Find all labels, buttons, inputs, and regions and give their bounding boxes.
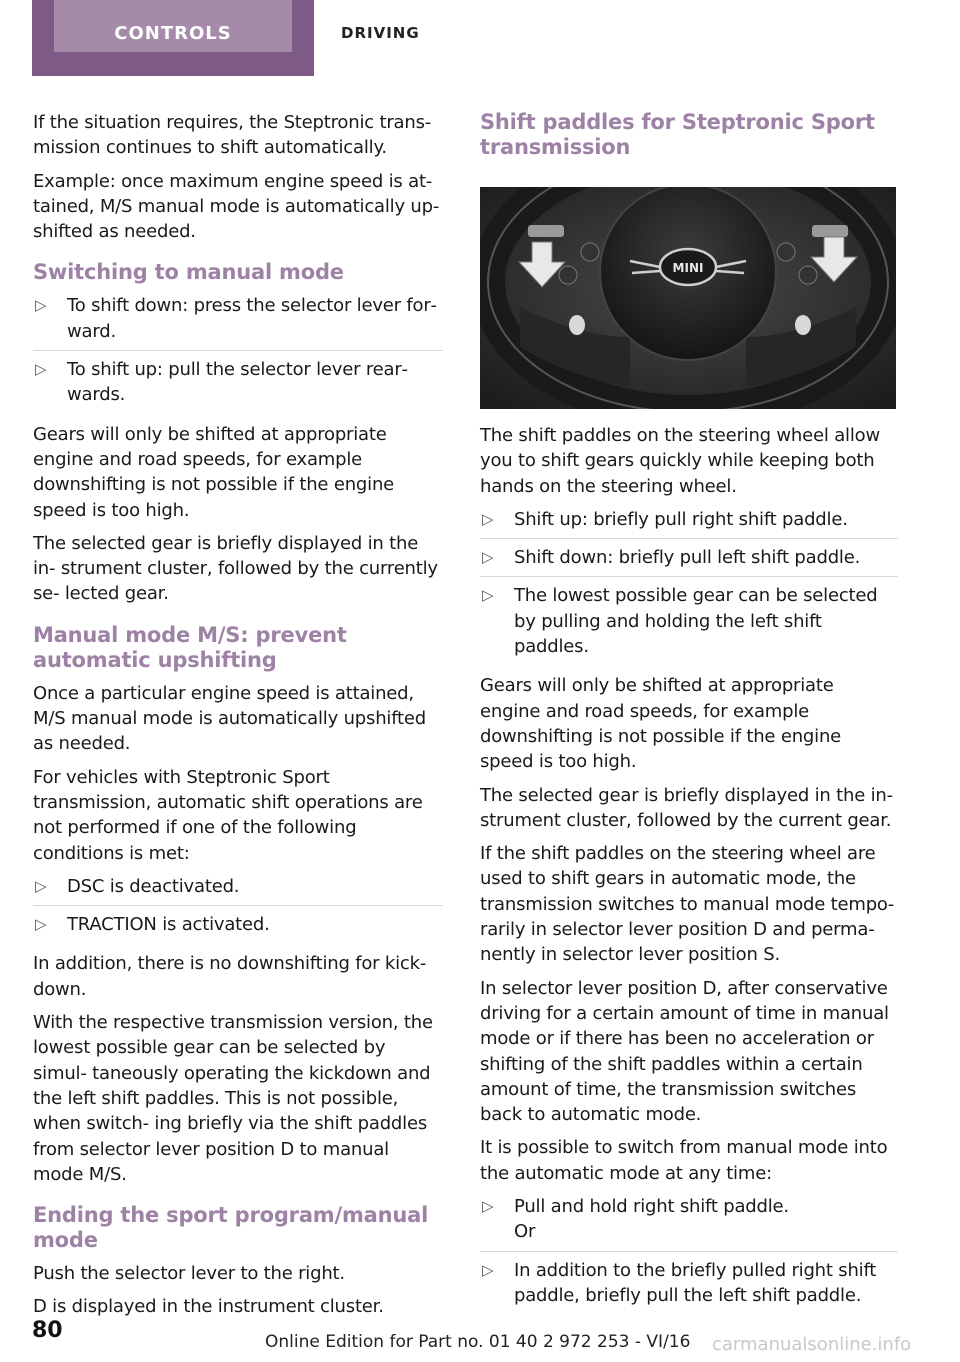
list-item: ▷ In addition to the briefly pulled right shift paddle, briefly pull the left shift paddle. <box>482 1259 877 1306</box>
paragraph: The selected gear is briefly displayed in the in‐ strument cluster, followed by the currently se‐ lected gear. <box>33 532 438 605</box>
steering-wheel-illustration <box>480 187 896 409</box>
list-item: ▷ DSC is deactivated. <box>33 874 443 906</box>
paragraph: It is possible to switch from manual mode into the automatic mode at any time: <box>480 1137 888 1184</box>
paragraph: In selector lever position D, after conservative driving for a certain amount of time in manual mode or if there has been no acceleration or shifting of the shift paddles within a certain amount of time, the transmission switches back to automatic mode. <box>480 977 889 1126</box>
paragraph: Example: once maximum engine speed is at‐ tained, M/S manual mode is automatically up‐ shifted as needed. <box>33 170 440 243</box>
section-tab-driving[interactable]: DRIVING <box>341 24 420 42</box>
bullet-triangle-icon: ▷ <box>482 1260 494 1279</box>
heading-shift-paddles: Shift paddles for Steptronic Sport transmission <box>480 110 875 159</box>
page-number: 80 <box>32 1318 63 1343</box>
paragraph: With the respective transmission version, the lowest possible gear can be selected by simul‐ taneously operating the kickdown and the left shift paddles. This is not possible, when switch‐ ing briefly via the shift paddles from selector lever position D to manual mode M/S. <box>33 1012 433 1185</box>
list-item: ▷ To shift down: press the selector lever for‐ ward. <box>33 293 443 351</box>
list-item: ▷ TRACTION is activated. <box>33 912 443 943</box>
bullet-list-switching <box>33 293 443 413</box>
paragraph: Push the selector lever to the right. <box>33 1263 345 1285</box>
paragraph: Gears will only be shifted at appropriate engine and road speeds, for example downshifting is not possible if the engine speed is too high. <box>480 675 842 773</box>
right-column <box>480 110 898 1322</box>
bullet-list-conditions <box>33 874 443 944</box>
paragraph: If the situation requires, the Steptronic trans‐ mission continues to shift automatically. <box>33 112 432 159</box>
bullet-list-paddles <box>480 507 898 665</box>
or-label: Or <box>514 1221 536 1243</box>
section-tab-controls-label: CONTROLS <box>54 0 292 52</box>
steering-wheel-logo: MINI <box>672 261 704 275</box>
heading-ending-sport-program: Ending the sport program/manual mode <box>33 1203 429 1253</box>
bullet-triangle-icon: ▷ <box>482 586 494 605</box>
bullet-list-auto-mode <box>480 1194 898 1314</box>
bullet-triangle-icon: ▷ <box>35 915 47 934</box>
watermark: carmanualsonline.info <box>712 1334 912 1355</box>
steering-wheel-photo <box>480 187 896 409</box>
paragraph: Gears will only be shifted at appropriate engine and road speeds, for example downshifting is not possible if the engine speed is too high. <box>33 423 395 521</box>
bullet-triangle-icon: ▷ <box>482 1197 494 1216</box>
list-item: ▷ The lowest possible gear can be selected by pulling and holding the left shift paddles. <box>482 585 878 658</box>
bullet-triangle-icon: ▷ <box>482 548 494 567</box>
left-column <box>33 110 443 1328</box>
bullet-triangle-icon: ▷ <box>35 360 47 379</box>
section-tab-controls[interactable] <box>32 0 314 76</box>
paragraph: In addition, there is no downshifting for kick‐ down. <box>33 953 427 1000</box>
paragraph: Once a particular engine speed is attained, M/S manual mode is automatically upshifted as needed. <box>33 682 426 755</box>
paragraph: D is displayed in the instrument cluster. <box>33 1296 384 1318</box>
heading-switching-manual-mode: Switching to manual mode <box>33 260 344 285</box>
paragraph: The shift paddles on the steering wheel allow you to shift gears quickly while keeping both hands on the steering wheel. <box>480 425 880 497</box>
bullet-triangle-icon: ▷ <box>482 509 494 528</box>
bullet-triangle-icon: ▷ <box>35 876 47 895</box>
bullet-triangle-icon: ▷ <box>35 296 47 315</box>
list-item: ▷ Shift down: briefly pull left shift paddle. <box>480 545 898 577</box>
list-item: ▷ Pull and hold right shift paddle. Or <box>480 1194 898 1252</box>
heading-prevent-automatic-upshifting: Manual mode M/S: prevent automatic upshifting <box>33 622 347 672</box>
paragraph: For vehicles with Steptronic Sport transmission, automatic shift operations are not performed if one of the following conditions is met: <box>33 766 423 864</box>
list-item: ▷ To shift up: pull the selector lever rear‐ wards. <box>35 359 408 406</box>
paragraph: If the shift paddles on the steering wheel are used to shift gears in automatic mode, the transmission switches to manual mode tempo‐ rarily in selector lever position D and perma‐ nently in selector lever position S. <box>480 843 895 966</box>
edition-footer: Online Edition for Part no. 01 40 2 972 253 - VI/16 <box>265 1332 691 1352</box>
paragraph: The selected gear is briefly displayed in the in‐ strument cluster, followed by the current gear. <box>480 784 893 831</box>
list-item: ▷ Shift up: briefly pull right shift paddle. <box>480 507 898 539</box>
